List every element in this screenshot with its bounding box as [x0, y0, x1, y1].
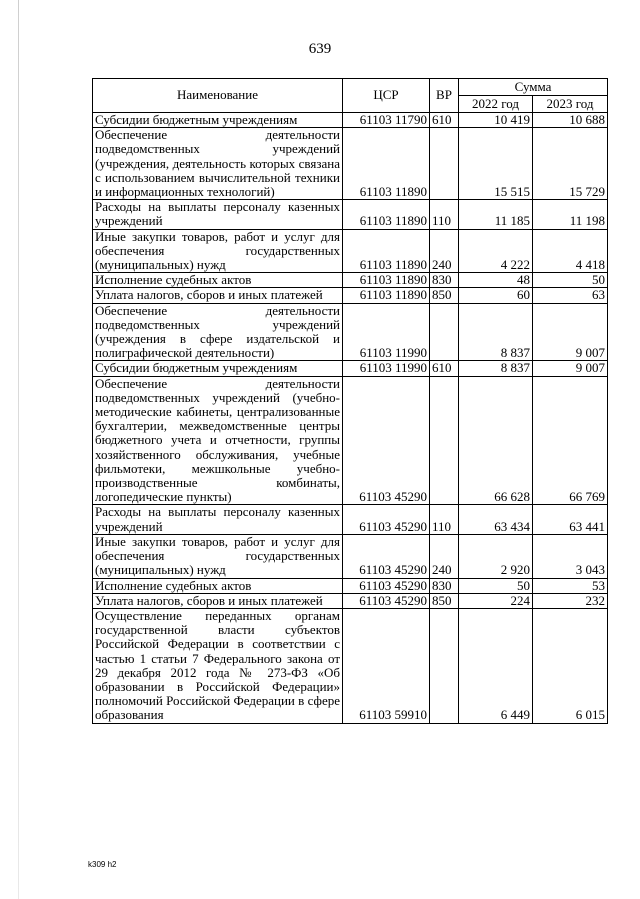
row-amount-2022: 11 185	[459, 200, 533, 229]
row-vr: 830	[430, 578, 459, 593]
header-name: Наименование	[93, 79, 343, 113]
table-row	[93, 608, 608, 723]
footer-code: k309 h2	[88, 860, 117, 869]
row-amount-2023: 63	[533, 288, 608, 303]
row-csr: 61103 11990	[343, 303, 430, 361]
row-amount-2023: 50	[533, 273, 608, 288]
row-name: Обеспечение деятельности подведомственных учреждений (учреждения, деятельность которых связана с использованием вычислительной техники и информационных технологий)	[93, 128, 343, 200]
row-csr: 61103 11990	[343, 361, 430, 376]
row-name: Иные закупки товаров, работ и услуг для обеспечения государственных (муниципальных) нужд	[93, 534, 343, 578]
row-amount-2022: 60	[459, 288, 533, 303]
row-name: Расходы на выплаты персоналу казенных учреждений	[93, 200, 343, 229]
header-vr: ВР	[430, 79, 459, 113]
row-amount-2023: 4 418	[533, 229, 608, 273]
row-amount-2023: 66 769	[533, 376, 608, 505]
header-sum: Сумма	[459, 79, 608, 96]
row-vr: 610	[430, 361, 459, 376]
row-vr	[430, 128, 459, 200]
row-vr: 110	[430, 200, 459, 229]
row-amount-2022: 10 419	[459, 113, 533, 128]
row-amount-2022: 4 222	[459, 229, 533, 273]
table-row	[93, 376, 608, 505]
row-csr: 61103 11890	[343, 273, 430, 288]
table-row	[93, 229, 608, 273]
row-csr: 61103 11890	[343, 200, 430, 229]
budget-table	[92, 78, 608, 724]
row-csr: 61103 59910	[343, 608, 430, 723]
row-vr: 850	[430, 593, 459, 608]
table-row	[93, 288, 608, 303]
table-row	[93, 128, 608, 200]
row-amount-2022: 8 837	[459, 303, 533, 361]
table-row	[93, 200, 608, 229]
row-csr: 61103 45290	[343, 376, 430, 505]
scan-edge-line	[18, 0, 19, 899]
row-amount-2022: 2 920	[459, 534, 533, 578]
row-amount-2023: 15 729	[533, 128, 608, 200]
row-vr	[430, 303, 459, 361]
row-amount-2023: 9 007	[533, 303, 608, 361]
header-year-2022: 2022 год	[459, 96, 533, 113]
row-amount-2022: 63 434	[459, 505, 533, 534]
table-header-row	[93, 79, 608, 96]
row-vr: 240	[430, 534, 459, 578]
row-csr: 61103 45290	[343, 534, 430, 578]
row-amount-2023: 3 043	[533, 534, 608, 578]
row-csr: 61103 11790	[343, 113, 430, 128]
row-amount-2022: 15 515	[459, 128, 533, 200]
table-row	[93, 273, 608, 288]
row-amount-2022: 224	[459, 593, 533, 608]
row-name: Расходы на выплаты персоналу казенных учреждений	[93, 505, 343, 534]
row-name: Обеспечение деятельности подведомственных учреждений (учебно-методические кабинеты, централизованные бухгалтерии, межведомственные центры бюджетного учета и отчетности, группы хозяйственного обслуживания, учебные фильмотеки, межшкольные учебно-производственные комбинаты, логопедические пункты)	[93, 376, 343, 505]
row-amount-2023: 232	[533, 593, 608, 608]
row-csr: 61103 11890	[343, 128, 430, 200]
row-vr	[430, 608, 459, 723]
row-vr: 830	[430, 273, 459, 288]
row-vr	[430, 376, 459, 505]
row-name: Субсидии бюджетным учреждениям	[93, 361, 343, 376]
row-vr: 110	[430, 505, 459, 534]
table-row	[93, 593, 608, 608]
row-amount-2022: 66 628	[459, 376, 533, 505]
row-amount-2023: 63 441	[533, 505, 608, 534]
row-vr: 240	[430, 229, 459, 273]
row-vr: 610	[430, 113, 459, 128]
table-row	[93, 578, 608, 593]
row-name: Обеспечение деятельности подведомственных учреждений (учреждения в сфере издательской и полиграфической деятельности)	[93, 303, 343, 361]
page-number: 639	[308, 41, 332, 57]
row-amount-2022: 48	[459, 273, 533, 288]
table-row	[93, 303, 608, 361]
row-csr: 61103 11890	[343, 229, 430, 273]
table-body	[93, 113, 608, 724]
header-year-2023: 2023 год	[533, 96, 608, 113]
row-amount-2023: 10 688	[533, 113, 608, 128]
row-amount-2022: 50	[459, 578, 533, 593]
row-amount-2022: 6 449	[459, 608, 533, 723]
row-name: Уплата налогов, сборов и иных платежей	[93, 593, 343, 608]
row-csr: 61103 45290	[343, 505, 430, 534]
row-amount-2022: 8 837	[459, 361, 533, 376]
row-name: Исполнение судебных актов	[93, 273, 343, 288]
row-name: Иные закупки товаров, работ и услуг для обеспечения государственных (муниципальных) нужд	[93, 229, 343, 273]
row-name: Субсидии бюджетным учреждениям	[93, 113, 343, 128]
row-csr: 61103 45290	[343, 578, 430, 593]
row-csr: 61103 45290	[343, 593, 430, 608]
row-amount-2023: 6 015	[533, 608, 608, 723]
table-row	[93, 361, 608, 376]
row-name: Осуществление переданных органам государственной власти субъектов Российской Федерации в соответствии с частью 1 статьи 7 Федерального закона от 29 декабря 2012 года № 273-ФЗ «Об образовании в Российской Федерации» полномочий Российской Федерации в сфере образования	[93, 608, 343, 723]
table-row	[93, 113, 608, 128]
row-amount-2023: 53	[533, 578, 608, 593]
row-amount-2023: 9 007	[533, 361, 608, 376]
table-row	[93, 534, 608, 578]
row-name: Исполнение судебных актов	[93, 578, 343, 593]
row-amount-2023: 11 198	[533, 200, 608, 229]
row-name: Уплата налогов, сборов и иных платежей	[93, 288, 343, 303]
row-vr: 850	[430, 288, 459, 303]
row-csr: 61103 11890	[343, 288, 430, 303]
header-csr: ЦСР	[343, 79, 430, 113]
table-row	[93, 505, 608, 534]
